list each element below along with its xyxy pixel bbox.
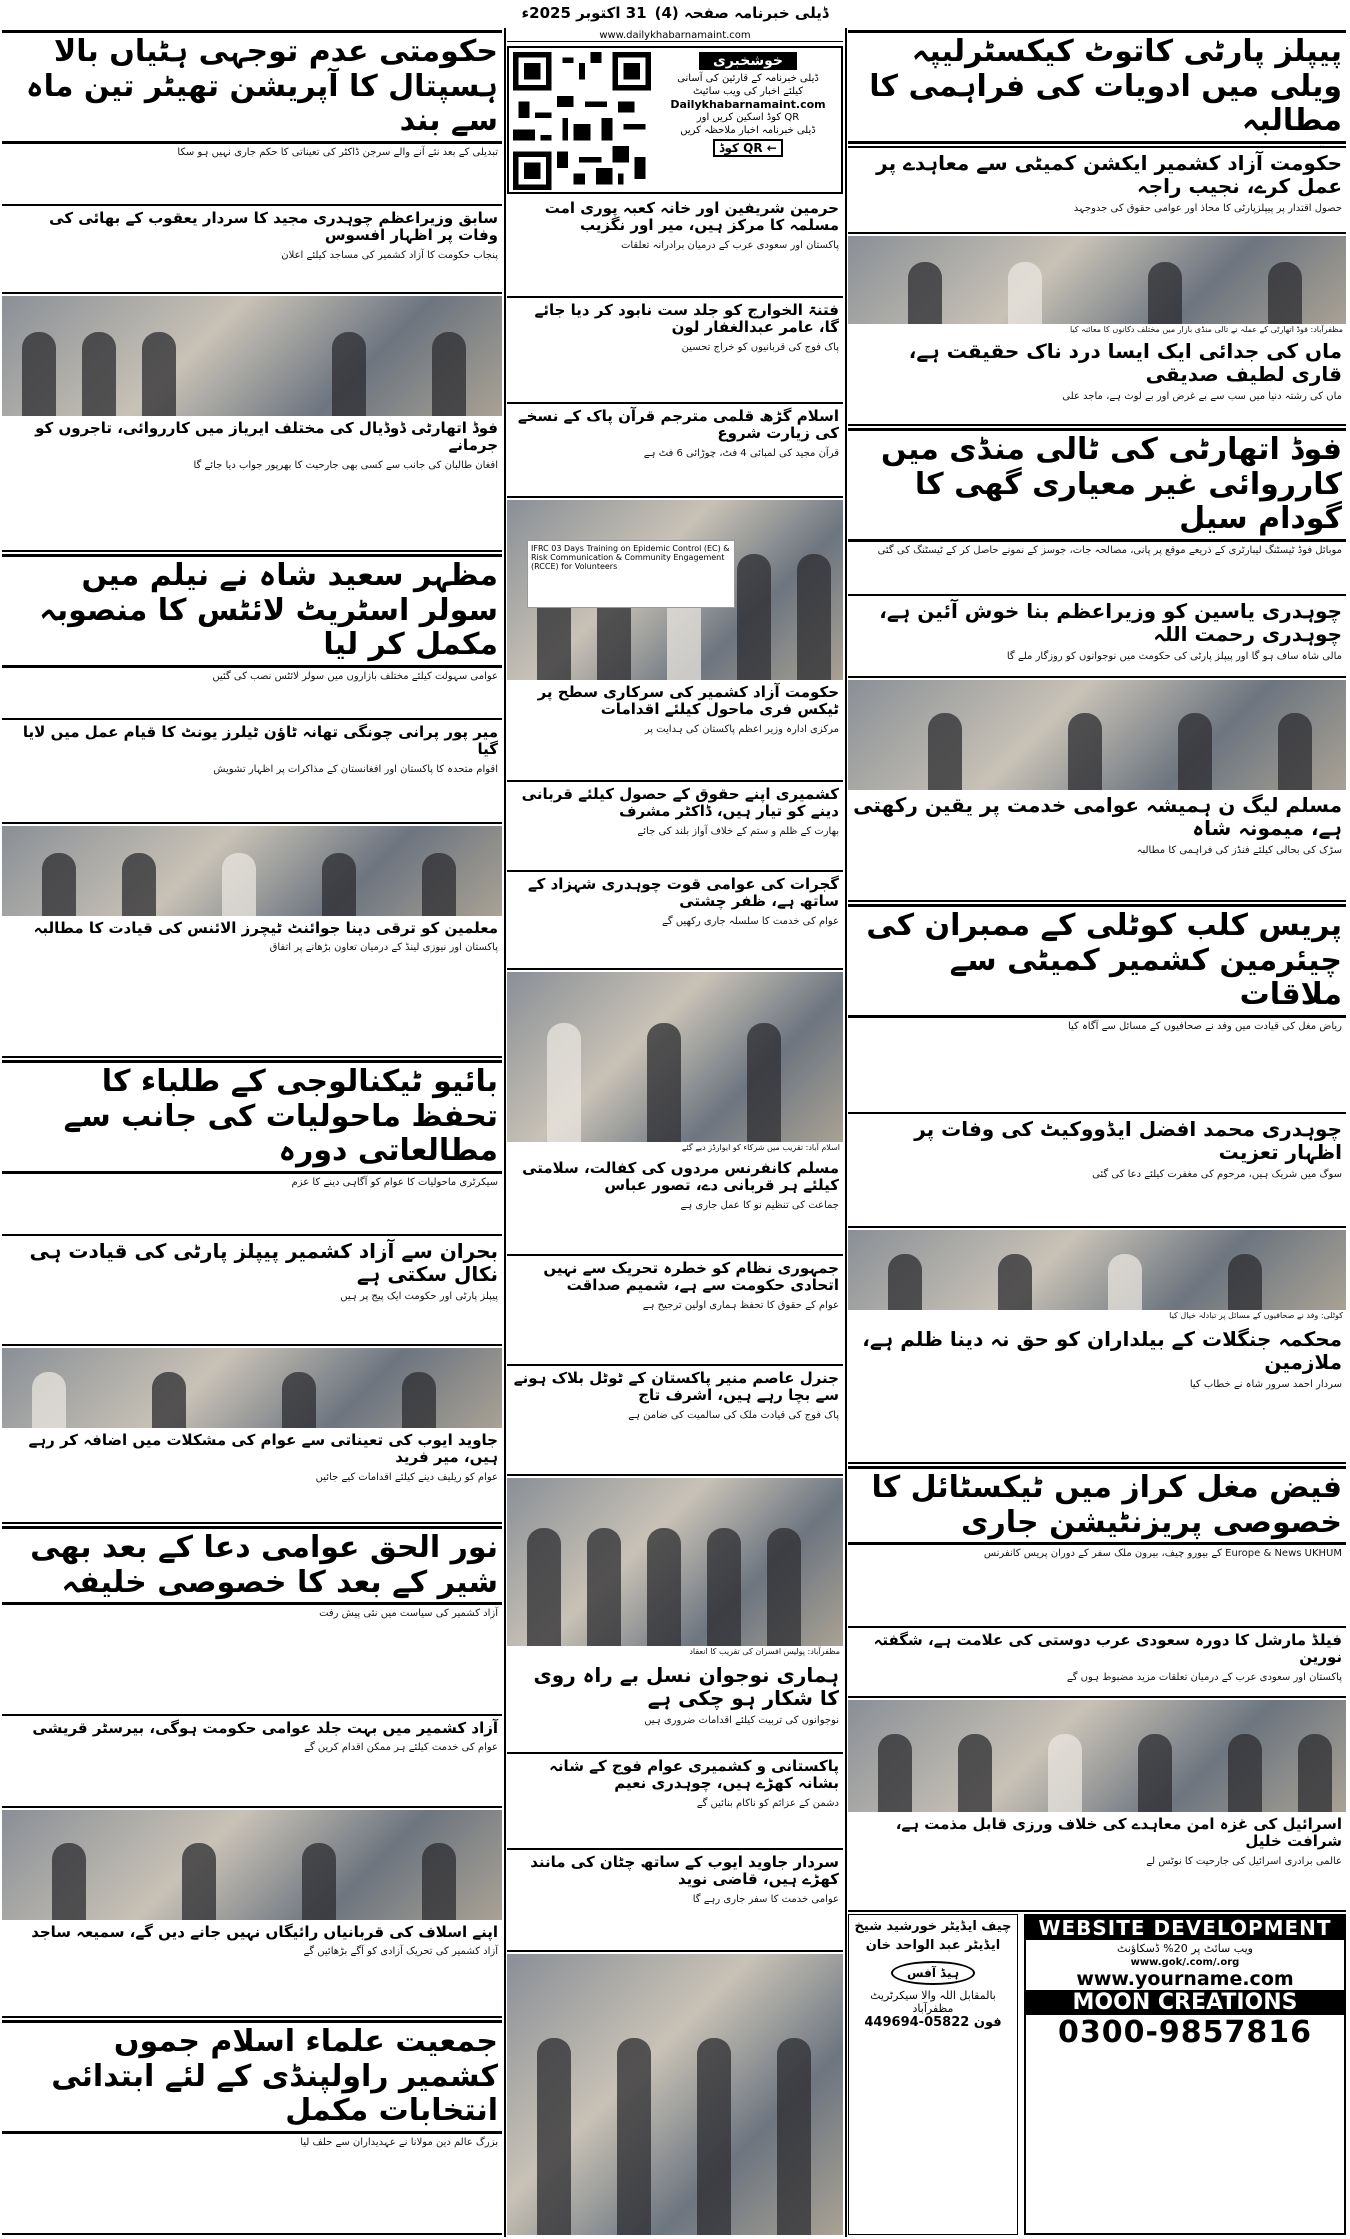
contact-block [848,1914,1018,2235]
qr-line1: ڈیلی خبرنامہ کے قارئین کی آسانی [677,73,819,84]
story-headline: نور الحق عوامی دعا کے بعد بھی شیر کے بعد کا خصوصی خلیفہ [2,1526,502,1605]
qr-promo [507,46,843,194]
story-headline: اسرائیل کی غزہ امن معاہدے کی خلاف ورزی قابل مذمت ہے، شرافت خلیل [895,1815,1342,1851]
story-headline: جاوید ایوب کی تعیناتی سے عوام کی مشکلات میں اضافہ کر رہے ہیں، میر فرید [28,1431,498,1467]
story-lead: جماعت کی تنظیم نو کا عمل جاری ہے [680,1199,839,1211]
story-lead: آزاد کشمیر کی سیاست میں نئی پیش رفت [319,1608,498,1619]
head-office-seal: ہیڈ آفس [891,1961,975,1985]
story-headline: گجرات کی عوامی قوت چوہدری شہزاد کے ساتھ ہے، ظفر چشتی [527,875,839,911]
story [2,30,502,206]
story-lead: پاکستان اور سعودی عرب کے درمیان برادرانہ تعلقات [620,239,839,251]
story [2,1526,502,1716]
story-lead: نوجوانوں کی تربیت کیلئے اقدامات ضروری ہیں [644,1715,839,1726]
story [507,1756,843,1850]
story [2,554,502,720]
news-photo [507,500,843,680]
story [2,1430,502,1524]
story-lead: اقوام متحدہ کا پاکستان اور افغانستان کے مذاکرات پر اظہار تشویش [213,763,498,775]
story [848,598,1346,678]
ad-phone: 0300-9857816 [1057,2015,1313,2050]
story-lead [848,144,1346,149]
story [848,792,1346,902]
story-headline: پیپلز پارٹی کاتوٹ کیکسٹرلیپہ ویلی میں ادویات کی فراہمی کا مطالبہ [848,30,1346,144]
story [507,300,843,404]
story-headline: میر پور پرانی چونگی تھانہ ٹاؤن ٹیلرز یونٹ کا قیام عمل میں لایا گیا [22,723,498,759]
photo-caption: کوٹلی: وفد نے صحافیوں کے مسائل پر تبادلہ خیال کیا [848,1310,1346,1321]
story-lead: افغان طالبان کی جانب سے کسی بھی جارحیت کا بھرپور جواب دیا جائے گا [193,459,498,471]
story-lead: عوام کے حقوق کا تحفظ ہماری اولین ترجیح ہے [642,1299,839,1311]
office-address: بالمقابل اللہ والا سیکرٹریٹ مظفرآباد [870,1989,996,2015]
qr-line2: کیلئے اخبار کی ویب سائیٹ [692,86,804,97]
ad-title: WEBSITE DEVELOPMENT [1026,1916,1344,1940]
story [848,1814,1346,1912]
photo-caption: مظفرآباد: پولیس افسران کی تقریب کا انعقاد [507,1646,843,1657]
story [2,1060,502,1236]
news-photo [2,826,502,916]
story-lead: پاک فوج کی قیادت ملک کی سالمیت کی ضامن ہے [628,1409,839,1421]
news-photo [2,296,502,416]
story-lead: پاک فوج کی قربانیوں کو خراج تحسین [681,341,839,353]
story-lead: عالمی برادری اسرائیل کی جارحیت کا نوٹس لے [1146,1855,1342,1867]
story-lead: بھارت کے ظلم و ستم کے خلاف آواز بلند کی جائے [637,825,839,837]
story-headline: مسلم کانفرنس مردوں کی کفالت، سلامتی کیلئے ہر قربانی دے، تصور عباس [522,1159,839,1195]
story-lead: تبدیلی کے بعد نئے آنے والے سرجن ڈاکٹر کی تعیناتی کا حکم جاری نہیں ہو سکا [177,146,498,158]
story-headline: چوہدری یاسین کو وزیراعظم بنا خوش آئین ہے، چوہدری رحمت اللہ [879,599,1342,646]
editor-label: چیف ایڈیٹر [941,1919,1012,1934]
story [2,208,502,294]
story-headline: اپنے اسلاف کی قربانیاں رائیگاں نہیں جانے دیں گے، سمیعہ ساجد [31,1923,498,1941]
story-headline: حکومتی عدم توجہی ہٹیاں بالا ہسپتال کا آپریشن تھیٹر تین ماہ سے بند [2,30,502,144]
story-lead: پیپلز پارٹی اور حکومت ایک پیج پر ہیں [340,1291,498,1302]
story [848,428,1346,596]
story-headline: پاکستانی و کشمیری عوام فوج کے شانہ بشانہ کھڑے ہیں، چوہدری نعیم [549,1757,839,1793]
story-lead: پاکستان اور نیوزی لینڈ کے درمیان تعاون بڑھانے پر اتفاق [269,942,498,954]
left-column [2,30,502,2235]
qr-text [655,48,841,192]
website-ad [1024,1914,1346,2235]
news-photo [2,1348,502,1428]
story [507,784,843,872]
news-photo [848,1700,1346,1812]
news-photo [2,1810,502,1920]
news-photo [848,1230,1346,1310]
story-lead: پنجاب حکومت کا آزاد کشمیر کی مساجد کیلئے اعلان [281,249,498,261]
story [507,198,843,298]
news-photo [507,1478,843,1646]
phone-number: 05822-449694 [864,2015,970,2030]
story [2,1238,502,1346]
story-headline: آزاد کشمیر میں بہت جلد عوامی حکومت ہوگی، بیرسٹر قریشی [32,1719,498,1737]
story-headline: سابق وزیراعظم چوہدری مجید کا سردار یعقوب کے بھائی کی وفات پر اظہار افسوس [49,209,498,245]
story-lead: عوامی سہولت کیلئے مختلف بازاروں میں سولر لائٹس نصب کی گئیں [212,670,498,682]
story-headline: معلمین کو ترقی دینا جوائنٹ ٹیچرز الائنس کی قیادت کا مطالبہ [33,919,498,937]
story-headline: فیلڈ مارشل کا دورہ سعودی عرب دوستی کی علامت ہے، شگفتہ نورین [873,1631,1342,1667]
story-lead: سڑک کی بحالی کیلئے فنڈز کی فراہمی کا مطالبہ [1136,845,1342,856]
masthead [0,0,1350,26]
story-lead: قرآن مجید کی لمبائی 4 فٹ، چوڑائی 6 فٹ ہے [643,447,839,459]
story-headline: سردار جاوید ایوب کے ساتھ چٹان کی مانند کھڑے ہیں، قاضی نوید [530,1853,839,1889]
qr-arrow-label: QR کوڈ [719,141,763,155]
story-lead: ریاض مغل کی قیادت میں وفد نے صحافیوں کے مسائل سے آگاہ کیا [1067,1020,1342,1032]
story [507,1662,843,1754]
story-lead: حصول اقتدار پر پیپلزپارٹی کا محاذ اور عوامی حقوق کی جدوجہد [1073,203,1342,214]
ad-url: www.yourname.com [1076,1968,1294,1990]
story-headline: جمہوری نظام کو خطرہ تحریک سے نہیں اتحادی حکومت سے ہے، شمیم صداقت [543,1259,839,1295]
story-headline: فوڈ اتھارٹی کی ٹالی منڈی میں کارروائی غیر معیاری گھی کا گودام سیل [848,428,1346,542]
story-headline: فیض مغل کراز میں ٹیکسٹائل کا خصوصی پریزنٹیشن جاری [848,1466,1346,1545]
story-headline: بحران سے آزاد کشمیر پیپلز پارٹی کی قیادت ہی نکال سکتی ہے [29,1239,498,1286]
story [848,150,1346,234]
story [848,1630,1346,1698]
story-headline: جنرل عاصم منیر پاکستان کے ٹوٹل بلاک ہونے سے بچا رہے ہیں، اشرف تاج [513,1369,839,1405]
middle-column [507,30,843,2235]
story-lead: سیکرٹری ماحولیات کا عوام کو آگاہی دینے کا عزم [291,1176,498,1188]
story [848,30,1346,148]
qr-site: Dailykhabarnamaint.com [670,98,826,111]
story-lead: عوام کی خدمت کا سلسلہ جاری رکھیں گے [662,915,839,927]
story-headline: فتنۃ الخوارج کو جلد ست نابود کر دیا جائے گا، عامر عبدالغفار لون [534,301,839,337]
qr-arrow: ← QR کوڈ [713,139,783,157]
masthead-title: ڈیلی خبرنامہ صفحہ (4) [654,4,829,22]
story-lead: پاکستان اور سعودی عرب کے درمیان تعلقات مزید مضبوط ہوں گے [1066,1671,1342,1683]
story-lead: عوامی خدمت کا سفر جاری رہے گا [692,1893,839,1905]
story [507,874,843,970]
story-headline: مسلم لیگ ن ہمیشہ عوامی خدمت پر یقین رکھتی ہے، میمونہ شاہ [853,793,1342,840]
story-lead: Europe & News UKHUM کے بیورو چیف، بیرون ملک سفر کے دوران پریس کانفرنس [983,1548,1342,1559]
story [2,1922,502,2018]
story-lead: مالی شاہ ساف ہو گا اور پیپلز پارٹی کی حکومت میں نوجوانوں کو روزگار ملے گا [1006,651,1342,662]
column-rule [504,28,506,2237]
story-headline: ماں کی جدائی ایک ایسا درد ناک حقیقت ہے، قاری لطیف صدیقی [908,339,1342,386]
editor-name: خورشید شیخ [854,1919,938,1934]
story [848,1466,1346,1628]
qr-badge: خوشخبری [699,52,797,70]
story [848,1116,1346,1228]
story-lead: موبائل فوڈ ٹیسٹنگ لیبارٹری کے ذریعے موقع پر پانی، مصالحہ جات، جوسز کے نمونے حاصل کر کے ٹیسٹنگ کی گئی [877,544,1342,556]
story [848,1326,1346,1464]
story-headline: فوڈ اتھارٹی ڈوڈیال کی مختلف ایریاز میں کارروائی، تاجروں کو جرمانے [35,419,498,455]
website-url: www.dailykhabarnamaint.com [507,30,843,42]
story-headline: جمعیت علماء اسلام جموں کشمیر راولپنڈی کے لئے ابتدائی انتخابات مکمل [2,2020,502,2134]
story-lead: بزرگ عالم دین مولانا نے عہدیداران سے حلف لیا [300,2136,498,2148]
story [507,682,843,782]
story-lead: ماں کی رشتہ دنیا میں سب سے بے غرض اور بے لوث ہے، ماجد علی [1062,391,1342,402]
story-headline: حرمین شریفین اور خانہ کعبہ پوری امت مسلمہ کا مرکز ہیں، میر اور نگزیب [544,199,839,235]
story-lead: آزاد کشمیر کی تحریک آزادی کو آگے بڑھائیں گے [303,1946,498,1958]
story [507,1852,843,1952]
story-lead: سردار احمد سرور شاہ نے خطاب کیا [1189,1379,1342,1390]
story [2,722,502,824]
story-lead: سوگ میں شریک ہیں، مرحوم کی مغفرت کیلئے دعا کی گئی [1092,1169,1342,1180]
story-headline: محکمہ جنگلات کے بیلداران کو حق نہ دینا ظلم ہے، ملازمین [862,1327,1342,1374]
story-headline: بائیو ٹیکنالوجی کے طلباء کا تحفظ ماحولیات کی جانب سے مطالعاتی دورہ [2,1060,502,1174]
story-headline: پریس کلب کوٹلی کے ممبران کی چیئرمین کشمیر کمیٹی سے ملاقات [848,904,1346,1018]
photo-caption: مظفرآباد: فوڈ اتھارٹی کے عملہ نے تالی منڈی بازار میں مختلف دکانوں کا معائنہ کیا [848,324,1346,335]
story-headline: ہماری نوجوان نسل بے راہ روی کا شکار ہو چکی ہے [533,1663,839,1710]
story [848,904,1346,1114]
ad-domains: www.gok/.com/.org [1130,1957,1240,1968]
story-lead: عوام کو ریلیف دینے کیلئے اقدامات کیے جائیں [315,1471,498,1483]
photo-caption: اسلام آباد: تقریب میں شرکاء کو ایوارڈز دیے گئے [507,1142,843,1153]
story-headline: مظہر سعید شاہ نے نیلم میں سولر اسٹریٹ لائٹس کا منصوبہ مکمل کر لیا [2,554,502,668]
masthead-date: 31 اکتوبر 2025ء [521,4,647,22]
news-photo [507,972,843,1142]
story-lead: عوام کی خدمت کیلئے ہر ممکن اقدام کریں گے [304,1742,498,1754]
banner: IFRC 03 Days Training on Epidemic Control (EC) & Risk Communication & Community Engagement (RCCE) for Volunteers [527,540,735,608]
story [507,1368,843,1476]
qr-code-icon [513,52,651,190]
news-photo [848,236,1346,324]
story [2,918,502,1058]
column-rule [845,28,847,2237]
story-headline: حکومت آزاد کشمیر کی سرکاری سطح پر ٹیکس فری ماحول کیلئے اقدامات [537,683,839,719]
qr-line4: ڈیلی خبرنامہ اخبار ملاحظہ کریں [680,125,816,136]
story-headline: اسلام گڑھ قلمی مترجم قرآن پاک کے نسخے کی زیارت شروع [517,407,839,443]
story [507,1258,843,1366]
story [848,338,1346,426]
ad-urdu: ویب سائٹ پر 20% ڈسکاؤنٹ [1117,1942,1253,1955]
story [2,418,502,552]
story-headline: حکومت آزاد کشمیر ایکشن کمیٹی سے معاہدے پر عمل کرے، نجیب راجہ [876,151,1342,198]
story-lead: مرکزی ادارہ وزیر اعظم پاکستان کی ہدایت پر [644,723,839,735]
news-photo [848,680,1346,790]
story [2,2020,502,2235]
news-photo [507,1954,843,2235]
story [507,406,843,498]
story-headline: کشمیری اپنے حقوق کے حصول کیلئے قربانی دینے کو تیار ہیں، ڈاکٹر مشرف [521,785,839,821]
ad-company: MOON CREATIONS [1026,1990,1344,2015]
story [507,1158,843,1256]
story-headline: چوہدری محمد افضل ایڈووکیٹ کی وفات پر اظہار تعزیت [914,1117,1342,1164]
story-lead: دشمن کے عزائم کو ناکام بنائیں گے [696,1797,839,1809]
phone-label: فون [973,2015,1002,2030]
executive-editor: ایڈیٹر عبد الواحد خان [865,1938,1001,1953]
qr-line3: QR کوڈ اسکین کریں اور [696,112,800,123]
story [2,1718,502,1808]
right-column [848,30,1346,2235]
